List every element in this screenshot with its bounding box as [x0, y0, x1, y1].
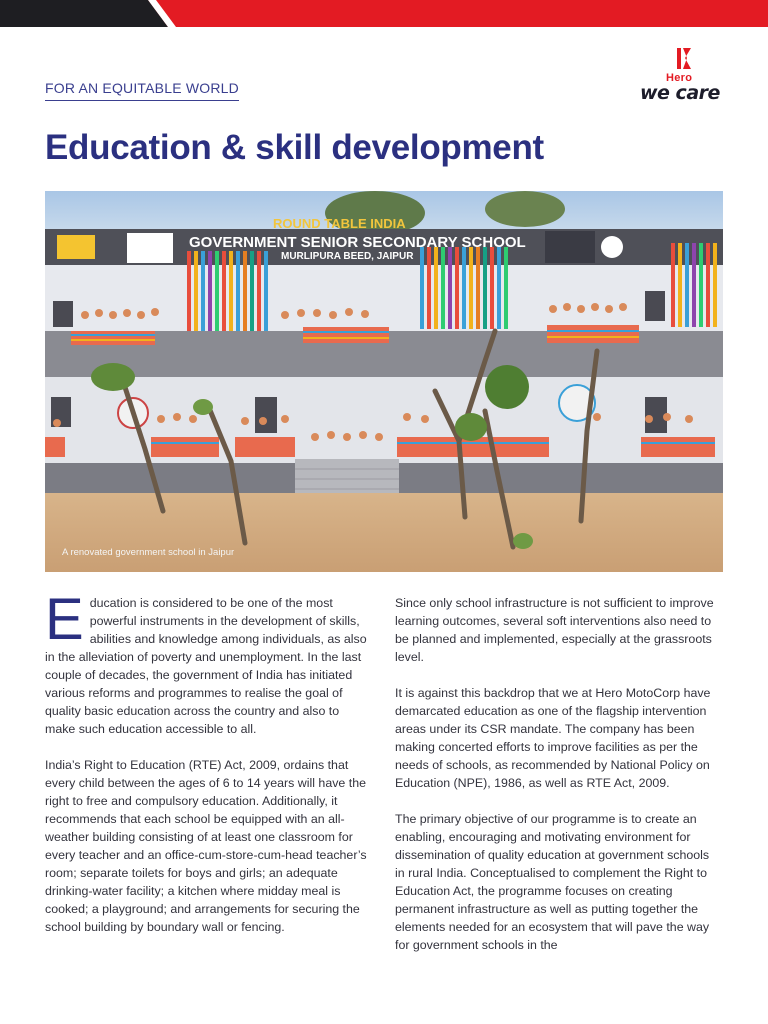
paragraph-intro: [45, 587, 369, 738]
signboard-location: MURLIPURA BEED, JAIPUR: [281, 251, 414, 262]
drop-cap: E: [45, 587, 84, 652]
signboard-school: GOVERNMENT SENIOR SECONDARY SCHOOL: [189, 234, 526, 251]
body-column-right: [395, 594, 719, 972]
logo-brand: Hero: [666, 72, 693, 84]
hero-h-icon: [676, 48, 692, 70]
intro-text: ducation is considered to be one of the most powerful instruments in the development of skills, abilities and knowledge among individuals, as also in the alleviation of poverty and unemployment. In the last couple of decades, the government of India has initiated various reforms and programmes to realise the goal of quality basic education across the country and also to make such education accessible to all.: [45, 596, 367, 736]
top-banner-bar: [0, 0, 768, 27]
paragraph-soft-interventions: Since only school infrastructure is not sufficient to improve learning outcomes, several soft interventions also need to be planned and implemented, especially at the grassroots level.: [395, 596, 714, 664]
paragraph-objective: The primary objective of our programme is to create an enabling, encouraging and motivating environment for dissemination of quality education at government schools in rural India. Conceptualised to complement the Right to Education Act, the programme focuses on creating permanent infrastructure as well as putting together the elements needed for an ecosystem that will pave the way for government schools in the: [395, 812, 710, 952]
logo-tagline: we care: [640, 82, 720, 104]
section-kicker: FOR AN EQUITABLE WORLD: [45, 80, 239, 101]
body-column-left: [45, 587, 369, 954]
page-title: Education & skill development: [45, 128, 544, 167]
hero-we-care-logo: [636, 46, 726, 106]
paragraph-rte: India’s Right to Education (RTE) Act, 2009, ordains that every child between the ages of 6 to 14 years will have the right to free and compulsory education. Additionally, it recommends that each school be equipped with an all-weather building consisting of at least one classroom for every teacher and an office-cum-store-cum-head teacher’s room; separate toilets for boys and girls; an adequate drinking-water facility; a kitchen where midday meal is cooked; a playground; and arrangements for securing the school building by boundary wall or fencing.: [45, 758, 367, 934]
signboard-banner: ROUND TABLE INDIA: [273, 216, 406, 231]
photo-caption: A renovated government school in Jaipur: [62, 547, 235, 558]
paragraph-backdrop: It is against this backdrop that we at Hero MotoCorp have demarcated education as one of the flagship intervention areas under its CSR mandate. The company has been making concerted efforts to improve facilities as per the needs of schools, as recommended by National Policy on Education (NPE), 1986, as well as RTE Act, 2009.: [395, 686, 711, 790]
school-photo: [45, 191, 723, 572]
